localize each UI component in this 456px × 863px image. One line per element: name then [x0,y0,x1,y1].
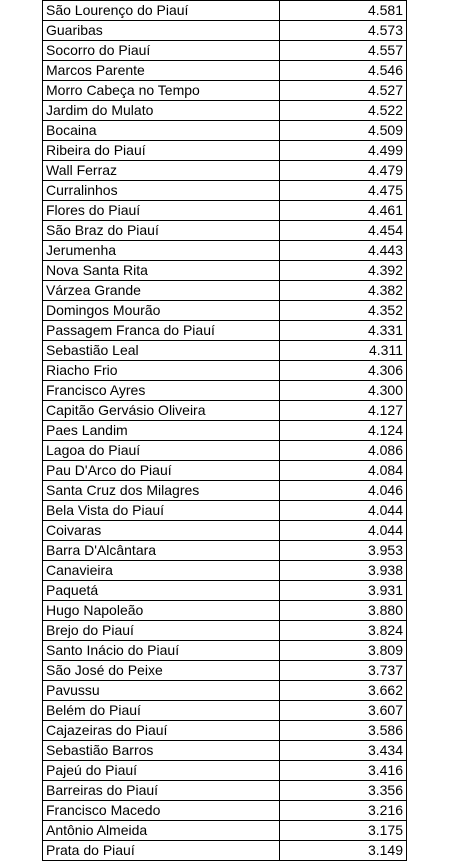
value-cell[interactable]: 3.662 [280,681,407,701]
municipality-name-cell[interactable]: Riacho Frio [43,361,280,381]
table-row [43,241,407,261]
table-row [43,41,407,61]
value-cell[interactable]: 4.311 [280,341,407,361]
value-cell[interactable]: 3.356 [280,781,407,801]
municipality-name-cell[interactable]: Jardim do Mulato [43,101,280,121]
value-cell[interactable]: 3.434 [280,741,407,761]
value-cell[interactable]: 4.475 [280,181,407,201]
value-cell[interactable]: 4.461 [280,201,407,221]
table-row [43,701,407,721]
value-cell[interactable]: 4.084 [280,461,407,481]
municipality-name-cell[interactable]: Belém do Piauí [43,701,280,721]
municipality-name-cell[interactable]: Passagem Franca do Piauí [43,321,280,341]
table-row [43,21,407,41]
table-row [43,101,407,121]
table-row [43,121,407,141]
table-row [43,261,407,281]
value-cell[interactable]: 4.124 [280,421,407,441]
table-row [43,61,407,81]
value-cell[interactable]: 4.443 [280,241,407,261]
table-row [43,381,407,401]
value-cell[interactable]: 3.216 [280,801,407,821]
table-row [43,721,407,741]
value-cell[interactable]: 4.306 [280,361,407,381]
municipality-name-cell[interactable]: Wall Ferraz [43,161,280,181]
value-cell[interactable]: 4.522 [280,101,407,121]
municipality-name-cell[interactable]: Bocaina [43,121,280,141]
municipality-table [42,0,407,861]
value-cell[interactable]: 3.931 [280,581,407,601]
value-cell[interactable]: 4.454 [280,221,407,241]
municipality-name-cell[interactable]: Guaribas [43,21,280,41]
municipality-name-cell[interactable]: Lagoa do Piauí [43,441,280,461]
municipality-name-cell[interactable]: Paes Landim [43,421,280,441]
municipality-name-cell[interactable]: Antônio Almeida [43,821,280,841]
table-row [43,581,407,601]
value-cell[interactable]: 4.300 [280,381,407,401]
value-cell[interactable]: 4.509 [280,121,407,141]
table-row [43,641,407,661]
municipality-name-cell[interactable]: Pau D'Arco do Piauí [43,461,280,481]
municipality-name-cell[interactable]: Jerumenha [43,241,280,261]
value-cell[interactable]: 4.382 [280,281,407,301]
value-cell[interactable]: 3.416 [280,761,407,781]
municipality-name-cell[interactable]: Canavieira [43,561,280,581]
table-body [43,1,407,861]
table-row [43,301,407,321]
municipality-name-cell[interactable]: Prata do Piauí [43,841,280,861]
value-cell[interactable]: 4.392 [280,261,407,281]
municipality-name-cell[interactable]: Coivaras [43,521,280,541]
table-row [43,841,407,861]
municipality-name-cell[interactable]: Nova Santa Rita [43,261,280,281]
table-row [43,421,407,441]
table-row [43,821,407,841]
value-cell[interactable]: 3.809 [280,641,407,661]
value-cell[interactable]: 3.149 [280,841,407,861]
table-row [43,501,407,521]
value-cell[interactable]: 4.581 [280,1,407,21]
municipality-name-cell[interactable]: Capitão Gervásio Oliveira [43,401,280,421]
table-row [43,221,407,241]
table-row [43,401,407,421]
municipality-name-cell[interactable]: São Lourenço do Piauí [43,1,280,21]
municipality-name-cell[interactable]: Ribeira do Piauí [43,141,280,161]
value-cell[interactable]: 3.953 [280,541,407,561]
table-row [43,481,407,501]
value-cell[interactable]: 4.557 [280,41,407,61]
municipality-name-cell[interactable]: Socorro do Piauí [43,41,280,61]
table-row [43,601,407,621]
municipality-name-cell[interactable]: Curralinhos [43,181,280,201]
table-row [43,181,407,201]
table-row [43,681,407,701]
table-row [43,81,407,101]
value-cell[interactable]: 3.586 [280,721,407,741]
table-row [43,341,407,361]
value-cell[interactable]: 4.546 [280,61,407,81]
value-cell[interactable]: 4.044 [280,501,407,521]
table-row [43,781,407,801]
value-cell[interactable]: 4.573 [280,21,407,41]
value-cell[interactable]: 4.527 [280,81,407,101]
municipality-name-cell[interactable]: Várzea Grande [43,281,280,301]
municipality-name-cell[interactable]: Pajeú do Piauí [43,761,280,781]
table-row [43,1,407,21]
table-row [43,361,407,381]
table-row [43,801,407,821]
table-row [43,161,407,181]
table-row [43,201,407,221]
value-cell[interactable]: 3.938 [280,561,407,581]
municipality-name-cell[interactable]: Francisco Macedo [43,801,280,821]
table-row [43,321,407,341]
municipality-name-cell[interactable]: Barreiras do Piauí [43,781,280,801]
table-row [43,521,407,541]
value-cell[interactable]: 3.175 [280,821,407,841]
municipality-name-cell[interactable]: Flores do Piauí [43,201,280,221]
table-row [43,141,407,161]
municipality-name-cell[interactable]: Cajazeiras do Piauí [43,721,280,741]
value-cell[interactable]: 4.331 [280,321,407,341]
municipality-name-cell[interactable]: Francisco Ayres [43,381,280,401]
municipality-name-cell[interactable]: Sebastião Leal [43,341,280,361]
table-row [43,441,407,461]
value-cell[interactable]: 4.479 [280,161,407,181]
municipality-name-cell[interactable]: Marcos Parente [43,61,280,81]
table-row [43,281,407,301]
table-row [43,621,407,641]
municipality-name-cell[interactable]: Santa Cruz dos Milagres [43,481,280,501]
municipality-name-cell[interactable]: Sebastião Barros [43,741,280,761]
table-row [43,761,407,781]
municipality-name-cell[interactable]: Pavussu [43,681,280,701]
table-row [43,741,407,761]
municipality-name-cell[interactable]: Bela Vista do Piauí [43,501,280,521]
municipality-name-cell[interactable]: Barra D'Alcântara [43,541,280,561]
value-cell[interactable]: 4.127 [280,401,407,421]
table-row [43,541,407,561]
value-cell[interactable]: 3.607 [280,701,407,721]
value-cell[interactable]: 4.044 [280,521,407,541]
municipality-name-cell[interactable]: Paquetá [43,581,280,601]
municipality-name-cell[interactable]: Santo Inácio do Piauí [43,641,280,661]
municipality-name-cell[interactable]: Domingos Mourão [43,301,280,321]
municipality-name-cell[interactable]: Brejo do Piauí [43,621,280,641]
value-cell[interactable]: 4.499 [280,141,407,161]
municipality-name-cell[interactable]: Morro Cabeça no Tempo [43,81,280,101]
table-row [43,561,407,581]
municipality-name-cell[interactable]: Hugo Napoleão [43,601,280,621]
value-cell[interactable]: 3.824 [280,621,407,641]
value-cell[interactable]: 3.737 [280,661,407,681]
value-cell[interactable]: 4.046 [280,481,407,501]
table-row [43,661,407,681]
value-cell[interactable]: 3.880 [280,601,407,621]
table-row [43,461,407,481]
value-cell[interactable]: 4.086 [280,441,407,461]
municipality-name-cell[interactable]: São Braz do Piauí [43,221,280,241]
value-cell[interactable]: 4.352 [280,301,407,321]
municipality-name-cell[interactable]: São José do Peixe [43,661,280,681]
